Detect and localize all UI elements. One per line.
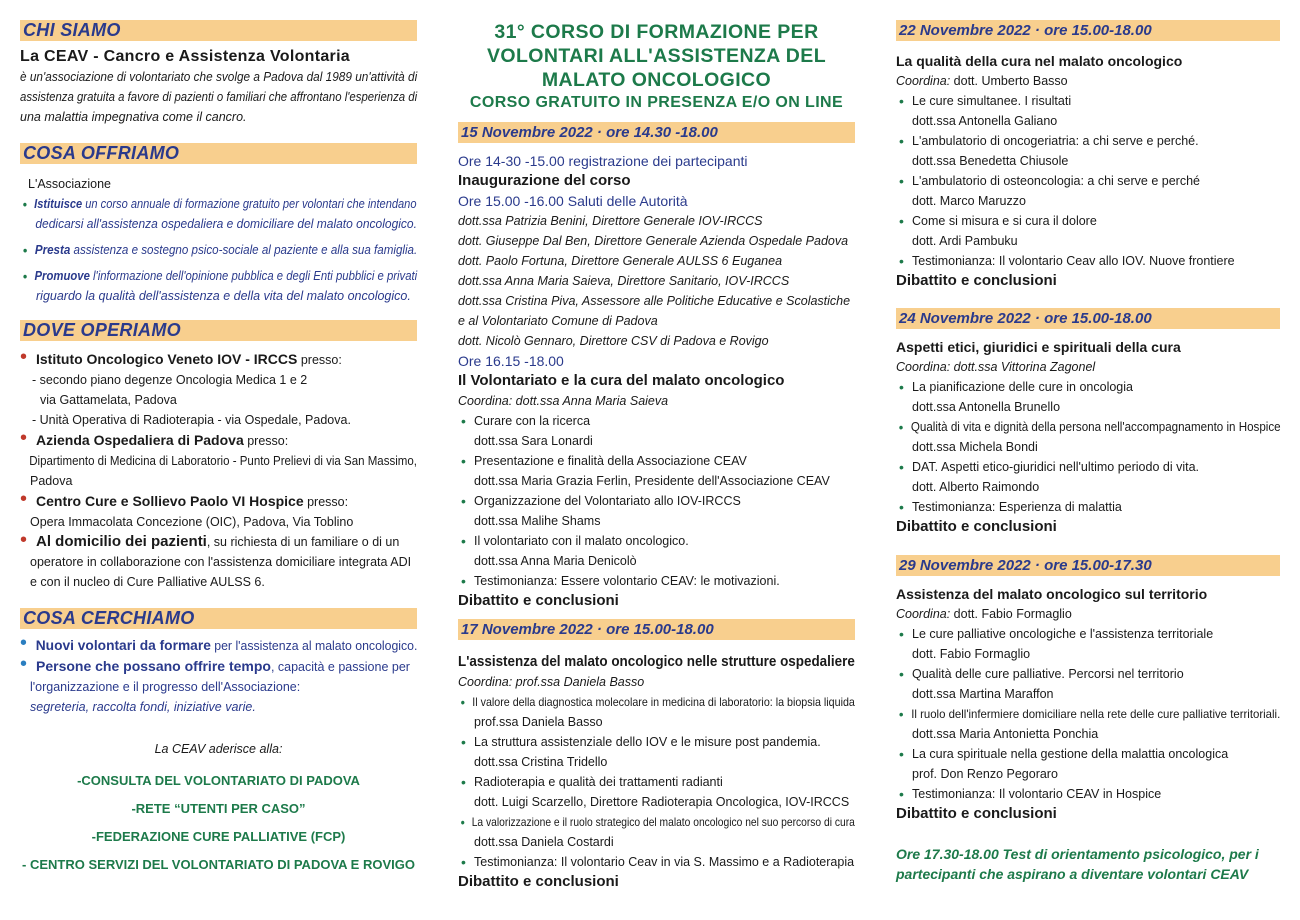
talk-item: • Testimonianza: Esperienza di malattia — [896, 497, 1280, 517]
authority-line: dott.ssa Cristina Piva, Assessore alle Politiche Educative e Scolastiche — [458, 294, 851, 308]
talk-speaker: dott. Alberto Raimondo — [912, 480, 1040, 494]
cerchiamo-item-line: segreteria, raccolta fondi, iniziative varie. — [30, 700, 256, 714]
dove-item — [20, 430, 417, 451]
talk-item: • La struttura assistenziale dello IOV e le misure post pandemia. — [458, 732, 855, 752]
inauguration-title: Inaugurazione del corso — [458, 172, 631, 189]
dove-item-line: e con il nucleo di Cure Palliative AULSS 6. — [30, 575, 265, 589]
course-subtitle: CORSO GRATUITO IN PRESENZA E/O ON LINE — [469, 94, 844, 111]
chi-siamo-line: assistenza gratuita a favore di pazienti o familiari che affrontano l'esperienza di — [20, 90, 418, 104]
talk-speaker: dott.ssa Antonella Galiano — [912, 114, 1058, 128]
coordinator-label: Coordina: — [896, 607, 951, 621]
talk-item: • Come si misura e si cura il dolore — [896, 211, 1280, 231]
offriamo-item-text: l'informazione dell'opinione pubblica e degli Enti pubblici e privati — [89, 269, 418, 283]
talk-item: • Il valore della diagnostica molecolare in medicina di laboratorio: la biopsia liquida — [458, 692, 812, 712]
coordinator-label: Coordina: — [896, 74, 951, 88]
dove-item — [20, 491, 417, 512]
column-program-part1 — [458, 20, 855, 892]
talk-speaker: dott.ssa Martina Maraffon — [912, 687, 1054, 701]
dove-item-bold: Centro Cure e Sollievo Paolo VI Hospice — [36, 493, 304, 509]
debate-conclusions: Dibattito e conclusioni — [896, 518, 1057, 535]
talk-item: • Le cure palliative oncologiche e l'assistenza territoriale — [896, 624, 1280, 644]
section-heading-cosa-offriamo: COSA OFFRIAMO — [20, 143, 417, 164]
column-about — [20, 20, 417, 879]
section-heading-cosa-cerchiamo: COSA CERCHIAMO — [20, 608, 417, 629]
session-time: Ore 16.15 -18.00 — [458, 353, 564, 369]
talk-item: • Le cure simultanee. I risultati — [896, 91, 1280, 111]
talk-item: • La valorizzazione e il ruolo strategico del malato oncologico nel suo percorso di cura — [458, 812, 798, 832]
cerchiamo-item-bold: Persone che possano offrire tempo — [36, 658, 271, 674]
cerchiamo-item-text: , capacità e passione per — [270, 660, 410, 674]
date-bar-day4: 24 Novembre 2022 · ore 15.00-18.00 — [896, 308, 1280, 329]
offriamo-item-cont: dedicarsi all'assistenza ospedaliera e domiciliare del malato oncologico. — [35, 217, 417, 231]
registration-line: Ore 14-30 -15.00 registrazione dei partecipanti — [458, 153, 748, 169]
course-title-line: MALATO ONCOLOGICO — [541, 69, 772, 91]
talk-speaker: dott.ssa Cristina Tridello — [474, 755, 608, 769]
test-note-line: partecipanti che aspirano a diventare volontari CEAV — [896, 866, 1249, 882]
test-note-line: Ore 17.30-18.00 Test di orientamento psicologico, per i — [896, 846, 1259, 862]
talk-item: • Il ruolo dell'infermiere domiciliare nella rete delle cure palliative territoriali. — [896, 704, 1261, 724]
dove-item-line: Padova — [30, 474, 73, 488]
date-bar-day1: 15 Novembre 2022 · ore 14.30 -18.00 — [458, 122, 855, 143]
offriamo-item-bold: Presta — [34, 243, 71, 257]
chi-siamo-line: è un'associazione di volontariato che svolge a Padova dal 1989 un'attività di — [20, 70, 418, 84]
talk-speaker: dott.ssa Anna Maria Denicolò — [474, 554, 637, 568]
session-title: Assistenza del malato oncologico sul territorio — [896, 586, 1208, 602]
dove-item-text: presso: — [297, 353, 342, 367]
talk-speaker: dott. Marco Maruzzo — [912, 194, 1026, 208]
session-coordinator: Coordina: prof.ssa Daniela Basso — [458, 675, 645, 689]
talk-speaker: dott.ssa Michela Bondi — [912, 440, 1038, 454]
offriamo-item — [20, 194, 417, 214]
dove-item-line: - secondo piano degenze Oncologia Medica 1 e 2 — [32, 373, 308, 387]
talk-speaker: dott.ssa Sara Lonardi — [474, 434, 593, 448]
debate-conclusions: Dibattito e conclusioni — [458, 592, 619, 609]
dove-item-bold: Istituto Oncologico Veneto IOV - IRCCS — [36, 351, 298, 367]
cerchiamo-item-line: l'organizzazione e il progresso dell'Associazione: — [30, 680, 301, 694]
section-heading-chi-siamo: CHI SIAMO — [20, 20, 417, 41]
authority-line: e al Volontariato Comune di Padova — [458, 314, 658, 328]
debate-conclusions: Dibattito e conclusioni — [896, 272, 1057, 289]
dove-item-bold: Azienda Ospedaliera di Padova — [36, 432, 244, 448]
session-title: La qualità della cura nel malato oncologico — [896, 53, 1183, 69]
talk-speaker: dott. Luigi Scarzello, Direttore Radioterapia Oncologica, IOV-IRCCS — [474, 795, 850, 809]
dove-item — [20, 532, 417, 552]
cerchiamo-item — [20, 656, 417, 677]
talk-speaker: dott.ssa Antonella Brunello — [912, 400, 1061, 414]
talk-speaker: dott.ssa Maria Grazia Ferlin, Presidente dell'Associazione CEAV — [474, 474, 830, 488]
talk-item: • Qualità delle cure palliative. Percorsi nel territorio — [896, 664, 1280, 684]
offriamo-item — [20, 240, 418, 260]
ceav-title: La CEAV - Cancro e Assistenza Volontaria — [20, 48, 351, 65]
course-title-line: 31° CORSO DI FORMAZIONE PER — [494, 21, 819, 43]
talk-speaker: dott. Fabio Formaglio — [912, 647, 1031, 661]
dove-item-line: via Gattamelata, Padova — [40, 393, 177, 407]
authority-line: dott. Giuseppe Dal Ben, Direttore Generale Azienda Ospedale Padova — [458, 234, 849, 248]
coordinator-name: dott. Umberto Basso — [950, 74, 1068, 88]
talk-speaker: dott.ssa Benedetta Chiusole — [912, 154, 1069, 168]
aderisce-item: -CONSULTA DEL VOLONTARIATO DI PADOVA — [77, 773, 360, 788]
authority-line: dott.ssa Patrizia Benini, Direttore Generale IOV-IRCCS — [458, 214, 763, 228]
talk-item: • Organizzazione del Volontariato allo IOV-IRCCS — [458, 491, 855, 511]
chi-siamo-line: una malattia impegnativa come il cancro. — [20, 110, 247, 124]
column-program-part2 — [896, 20, 1280, 884]
session-coordinator: Coordina: dott.ssa Vittorina Zagonel — [896, 360, 1096, 374]
aderisce-item: -FEDERAZIONE CURE PALLIATIVE (FCP) — [91, 829, 346, 844]
authority-line: dott. Nicolò Gennaro, Direttore CSV di Padova e Rovigo — [458, 334, 769, 348]
coordinator-name: dott. Fabio Formaglio — [950, 607, 1072, 621]
talk-speaker: prof.ssa Daniela Basso — [474, 715, 603, 729]
session-title: Il Volontariato e la cura del malato oncologico — [458, 372, 785, 389]
dove-item-line: operatore in collaborazione con l'assistenza domiciliare integrata ADI — [30, 555, 412, 569]
session-title: Aspetti etici, giuridici e spirituali della cura — [896, 339, 1181, 355]
talk-item: • Testimonianza: Il volontario CEAV in Hospice — [896, 784, 1280, 804]
date-bar-day2: 17 Novembre 2022 · ore 15.00-18.00 — [458, 619, 855, 640]
dove-item-line: - Unità Operativa di Radioterapia - via Ospedale, Padova. — [32, 413, 351, 427]
offriamo-item-text: un corso annuale di formazione gratuito per volontari che intendano — [82, 197, 417, 211]
greetings-time: Ore 15.00 -16.00 Saluti delle Autorità — [458, 193, 688, 209]
dove-item-text: presso: — [243, 434, 289, 448]
talk-item: • Il volontariato con il malato oncologico. — [458, 531, 855, 551]
offriamo-item-bold: Istituisce — [34, 197, 83, 211]
authority-line: dott.ssa Anna Maria Saieva, Direttore Sanitario, IOV-IRCCS — [458, 274, 790, 288]
talk-item: • Testimonianza: Il volontario Ceav in via S. Massimo e a Radioterapia — [458, 852, 855, 872]
talk-item: • Testimonianza: Il volontario Ceav allo IOV. Nuove frontiere — [896, 251, 1280, 271]
talk-item: • Presentazione e finalità della Associazione CEAV — [458, 451, 855, 471]
talk-speaker: dott. Ardi Pambuku — [912, 234, 1018, 248]
dove-item-text: presso: — [303, 495, 349, 509]
aderisce-intro: La CEAV aderisce alla: — [154, 742, 283, 756]
talk-speaker: dott.ssa Daniela Costardi — [474, 835, 614, 849]
offriamo-item-bold: Promuove — [34, 269, 90, 283]
date-bar-day3: 22 Novembre 2022 · ore 15.00-18.00 — [896, 20, 1280, 41]
offriamo-intro: L'Associazione — [28, 177, 111, 191]
session-coordinator — [896, 71, 1280, 91]
talk-speaker: prof. Don Renzo Pegoraro — [912, 767, 1058, 781]
talk-speaker: dott.ssa Malihe Shams — [474, 514, 601, 528]
cerchiamo-item-bold: Nuovi volontari da formare — [35, 637, 211, 653]
dove-item — [20, 349, 417, 370]
talk-item: • Curare con la ricerca — [458, 411, 855, 431]
aderisce-item: - CENTRO SERVIZI DEL VOLONTARIATO DI PADOVA E ROVIGO — [22, 857, 415, 872]
talk-item: • L'ambulatorio di oncogeriatria: a chi serve e perché. — [896, 131, 1280, 151]
debate-conclusions: Dibattito e conclusioni — [458, 873, 619, 890]
talk-item: • Testimonianza: Essere volontario CEAV: le motivazioni. — [458, 571, 855, 591]
talk-speaker: dott.ssa Maria Antonietta Ponchia — [912, 727, 1099, 741]
dove-item-line: Dipartimento di Medicina di Laboratorio - Punto Prelievi di via San Massimo, — [29, 454, 417, 468]
dove-item-line: Opera Immacolata Concezione (OIC), Padova, Via Toblino — [30, 515, 354, 529]
session-coordinator: Coordina: dott.ssa Anna Maria Saieva — [458, 394, 669, 408]
talk-item: • L'ambulatorio di osteoncologia: a chi serve e perché — [896, 171, 1280, 191]
talk-item: • Qualità di vita e dignità della persona nell'accompagnamento in Hospice — [896, 417, 1252, 437]
offriamo-item-text: assistenza e sostegno psico-sociale al paziente e alla sua famiglia. — [70, 243, 418, 257]
aderisce-item: -RETE “UTENTI PER CASO” — [131, 801, 306, 816]
session-coordinator — [896, 604, 1280, 624]
dove-item-text: , su richiesta di un familiare o di un — [206, 535, 400, 549]
authority-line: dott. Paolo Fortuna, Direttore Generale AULSS 6 Euganea — [458, 254, 783, 268]
offriamo-item — [20, 266, 418, 286]
course-title-line: VOLONTARI ALL'ASSISTENZA DEL — [486, 45, 827, 67]
talk-item: • DAT. Aspetti etico-giuridici nell'ultimo periodo di vita. — [896, 457, 1280, 477]
session-title: L'assistenza del malato oncologico nelle strutture ospedaliere — [458, 653, 855, 670]
talk-item: • Radioterapia e qualità dei trattamenti radianti — [458, 772, 855, 792]
debate-conclusions: Dibattito e conclusioni — [896, 805, 1057, 822]
talk-item: • La cura spirituale nella gestione della malattia oncologica — [896, 744, 1280, 764]
cerchiamo-item — [20, 635, 418, 656]
offriamo-item-cont: riguardo la qualità dell'assistenza e della vita del malato oncologico. — [36, 289, 411, 303]
section-heading-dove-operiamo: DOVE OPERIAMO — [20, 320, 417, 341]
dove-item-bold: Al domicilio dei pazienti — [36, 533, 207, 550]
date-bar-day5: 29 Novembre 2022 · ore 15.00-17.30 — [896, 555, 1280, 576]
cerchiamo-item-text: per l'assistenza al malato oncologico. — [210, 639, 418, 653]
talk-item: • La pianificazione delle cure in oncologia — [896, 377, 1280, 397]
